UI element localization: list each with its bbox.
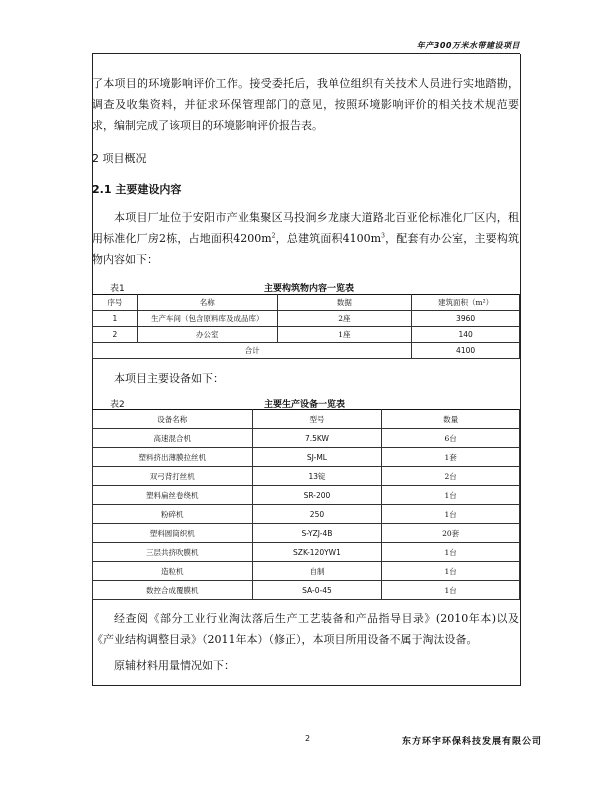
table-cell: SZK-120YW1 <box>252 543 382 562</box>
structures-table <box>92 294 520 359</box>
table1-total-row <box>93 343 520 359</box>
section-2-heading: 2 项目概况 <box>92 152 147 165</box>
table1-header: 名称 <box>137 295 277 311</box>
table-row <box>93 486 520 505</box>
section-2-1-heading: 2.1 主要建设内容 <box>92 183 182 196</box>
table-cell: 1台 <box>382 486 520 505</box>
table-cell: 7.5KW <box>252 429 382 448</box>
table-cell: 13锭 <box>252 467 382 486</box>
superscript-area: 2 <box>271 232 276 240</box>
paragraph-text-2: ，总建筑面积4100m <box>275 232 382 245</box>
table-cell: 2 <box>93 327 138 343</box>
table-row <box>93 543 520 562</box>
table-cell: 1台 <box>382 562 520 581</box>
table-cell: 140 <box>412 327 520 343</box>
paragraph-text-3: ，配套有办公室，主要构筑物内容如下： <box>92 232 519 266</box>
table-cell: 高速混合机 <box>93 429 253 448</box>
table-cell: 生产车间（包含原料库及成品库） <box>137 311 277 327</box>
table-cell: 2座 <box>277 311 412 327</box>
paragraph-text-1: 本项目厂址位于安阳市产业集聚区马投涧乡龙康大道路北百亚伦标准化厂区内，租用标准化厂房2栋，占地面积4200m <box>92 211 519 245</box>
superscript-volume: 3 <box>381 232 385 240</box>
table2-title: 主要生产设备一览表 <box>264 400 346 410</box>
table-cell: 250 <box>252 505 382 524</box>
table-row <box>93 505 520 524</box>
table-row <box>93 429 520 448</box>
table-cell: 双弓背打丝机 <box>93 467 253 486</box>
table-cell: 自制 <box>252 562 382 581</box>
table-cell: 办公室 <box>137 327 277 343</box>
table1-number: 表1 <box>110 284 125 294</box>
table-cell: 塑料挤出薄膜拉丝机 <box>93 448 253 467</box>
table-cell: SJ-ML <box>252 448 382 467</box>
header-title: 年产300万米水带建设项目 <box>416 41 520 50</box>
table-cell: 造粒机 <box>93 562 253 581</box>
policy-paragraph: 经查阅《部分工业行业淘汰落后生产工艺装备和产品指导目录》(2010年本)以及《产业结构调整目录》（2011年本）（修正），本项目所用设备不属于淘汰设备。 <box>92 612 519 646</box>
table-cell: 3960 <box>412 311 520 327</box>
table2-header: 设备名称 <box>93 410 253 429</box>
equipment-intro: 本项目主要设备如下： <box>114 372 224 385</box>
table-row <box>93 467 520 486</box>
building-content-paragraph <box>92 207 519 270</box>
materials-intro: 原辅材料用量情况如下： <box>114 659 235 672</box>
page-number: 2 <box>305 734 311 743</box>
table-cell: 1台 <box>382 543 520 562</box>
table1-header-row <box>93 295 520 311</box>
table1-header: 数据 <box>277 295 412 311</box>
table-cell: 2台 <box>382 467 520 486</box>
total-label: 合计 <box>93 343 412 359</box>
table-cell: 三层共挤吹膜机 <box>93 543 253 562</box>
table-cell: 1台 <box>382 505 520 524</box>
table2-header-row <box>93 410 520 429</box>
table-cell: 20套 <box>382 524 520 543</box>
equipment-table <box>92 409 520 600</box>
table-row <box>93 448 520 467</box>
table1-title: 主要构筑物内容一览表 <box>264 284 355 294</box>
table-cell: 粉碎机 <box>93 505 253 524</box>
table2-header: 型号 <box>252 410 382 429</box>
table-row <box>93 327 520 343</box>
table-row <box>93 581 520 600</box>
table-cell: 1套 <box>382 448 520 467</box>
table1-header: 建筑面积（m²） <box>412 295 520 311</box>
table-cell: 1 <box>93 311 138 327</box>
table-cell: S-YZJ-4B <box>252 524 382 543</box>
footer-company: 东方环宇环保科技发展有限公司 <box>401 737 542 747</box>
table1-header: 序号 <box>93 295 138 311</box>
table-cell: 1台 <box>382 581 520 600</box>
table-cell: 数控合成覆膜机 <box>93 581 253 600</box>
table2-header: 数量 <box>382 410 520 429</box>
total-value: 4100 <box>412 343 520 359</box>
table-row <box>93 311 520 327</box>
table-cell: SR-200 <box>252 486 382 505</box>
table-cell: 塑料扁丝卷绕机 <box>93 486 253 505</box>
table-row <box>93 562 520 581</box>
intro-paragraph: 了本项目的环境影响评价工作。接受委托后，我单位组织有关技术人员进行实地踏勘，调查及收集资料，并征求环保管理部门的意见，按照环境影响评价的相关技术规范要求，编制完成了该项目的环境影响评价报告表。 <box>92 77 519 132</box>
table-cell: 6台 <box>382 429 520 448</box>
table-row <box>93 524 520 543</box>
table2-number: 表2 <box>110 400 125 410</box>
table-cell: 塑料圆筒织机 <box>93 524 253 543</box>
table-cell: SA-0-45 <box>252 581 382 600</box>
table-cell: 1座 <box>277 327 412 343</box>
